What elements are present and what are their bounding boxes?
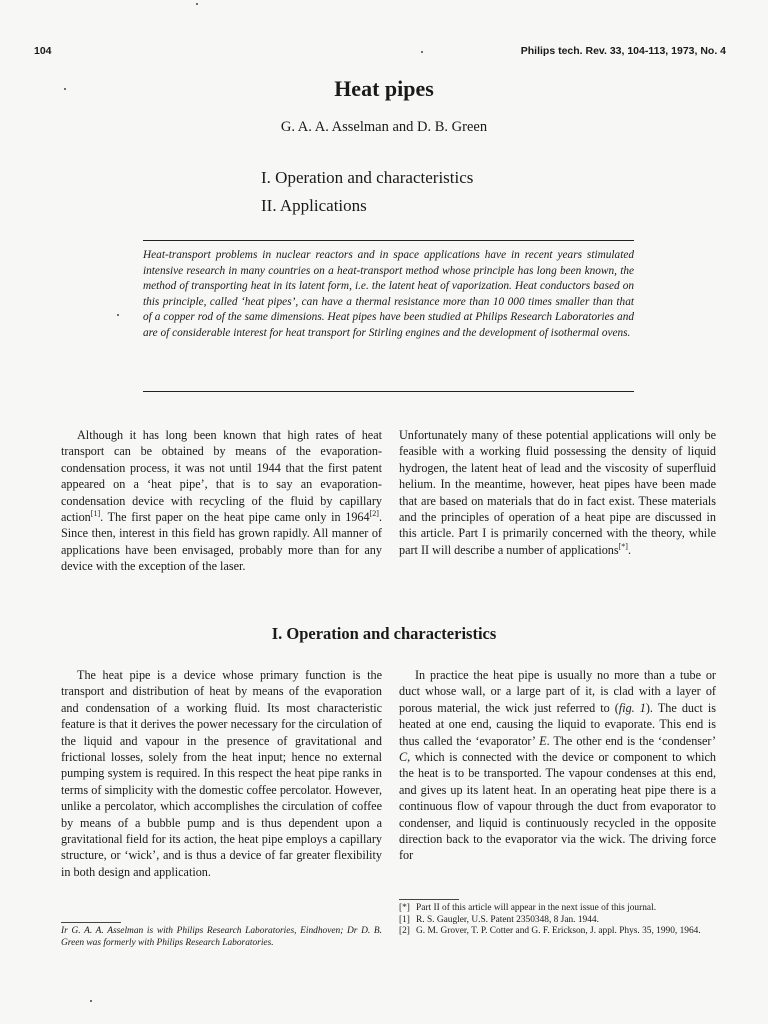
- reference-mark: [*]: [399, 903, 410, 913]
- footnote-rule-right: [399, 899, 459, 900]
- reference-list: [399, 903, 719, 938]
- section-heading: I. Operation and characteristics: [271, 624, 497, 643]
- intro-left-text-a: Although it has long been known that high rates of heat transport can be obtained by means of the evaporation-condensation process, it was not until 1944 that the first patent appeared on a ‘heat pipe’, that is to say an evaporation-condensation device with recycling of the fluid by capillary action: [61, 428, 382, 525]
- intro-right-text-b: .: [627, 542, 632, 557]
- intro-right-column: [399, 427, 716, 558]
- abstract-bottom-rule: [143, 391, 634, 392]
- part-one-title: I. Operation and characteristics: [261, 168, 474, 187]
- abstract: Heat-transport problems in nuclear reactors and in space applications have in recent years stimulated intensive research in many countries on a heat-transport method whose principle has long been known, the method of transporting heat in its latent form, i.e. the latent heat of vaporization. Heat conductors based on this principle, called ‘heat pipes’, can have a thermal resistance more than 10 000 times smaller than that of a copper rod of the same dimensions. Heat pipes have been studied at Philips Research Laboratories and are of considerable interest for heat transport for Stirling engines and the development of isothermal ovens.: [143, 249, 634, 339]
- body-left-column: [61, 667, 382, 880]
- body-right-text-a: In practice the heat pipe is usually no more than a tube or duct whose wall, or a large part of it, is clad with a layer of porous material, the wick just referred to (: [399, 668, 716, 715]
- author-affiliation: Ir G. A. A. Asselman is with Philips Research Laboratories, Eindhoven; Dr D. B. Green was formerly with Philips Research Laboratories.: [61, 926, 382, 948]
- reference-marker-2: [2]: [369, 508, 379, 518]
- reference-text: Part II of this article will appear in the next issue of this journal.: [416, 903, 657, 913]
- scan-speck: [90, 1000, 92, 1002]
- evaporator-symbol: E: [539, 733, 547, 748]
- reference-marker-1: [1]: [90, 508, 101, 518]
- page-number: 104: [34, 45, 52, 57]
- reference-mark: [2]: [399, 926, 410, 937]
- body-right-text-c: . The other end is the ‘condenser’: [546, 733, 717, 748]
- abstract-top-rule: [143, 240, 634, 241]
- figure-reference: fig. 1: [618, 700, 646, 715]
- reference-mark: [1]: [399, 914, 410, 925]
- journal-citation: Philips tech. Rev. 33, 104-113, 1973, No. 4: [520, 45, 726, 57]
- reference-item: [399, 915, 719, 927]
- body-left-paragraph: The heat pipe is a device whose primary function is the transport and distribution of heat by means of the evaporation and condensation of a working fluid. Its most characteristic feature is that it derives the power necessary for the circulation of the liquid and vapour in the presence of gravitational and frictional losses, solely from the heat input; hence no external pumping system is required. In this respect the heat pipe ranks in terms of simplicity with the domestic coffee percolator. However, unlike a percolator, which accomplishes the circulation of coffee by means of a bubble pump and is thus dependent upon a gravitational field for its action, the heat pipe employs a capillary structure, or ‘wick’, and is thus a device of far greater flexibility in both design and application.: [61, 668, 382, 879]
- intro-left-text-b: . The first paper on the heat pipe came only in 1964: [100, 510, 370, 525]
- reference-item: [399, 926, 719, 938]
- body-right-text-d: , which is connected with the device or component to which the heat is to be transported. The vapour condenses at this end, and gives up its latent heat. In an operating heat pipe there is a continuous flow of vapour through the duct from evaporator to condenser, and liquid is continuously recycled in the opposite direction back to the evaporator via the wick. The driving force for: [399, 750, 716, 863]
- article-authors: G. A. A. Asselman and D. B. Green: [280, 119, 488, 135]
- scan-speck: [196, 3, 198, 5]
- scan-speck: [64, 88, 66, 90]
- reference-text: G. M. Grover, T. P. Cotter and G. F. Erickson, J. appl. Phys. 35, 1990, 1964.: [416, 926, 701, 937]
- reference-marker-star: [*]: [618, 541, 628, 551]
- part-two-title: II. Applications: [261, 196, 367, 215]
- body-right-text-b: ). The duct is heated at one end, causing the liquid to evaporate. This end is thus called the ‘evaporator’: [399, 700, 716, 748]
- intro-left-column: [61, 427, 382, 575]
- article-title: Heat pipes: [334, 76, 434, 101]
- reference-text: R. S. Gaugler, U.S. Patent 2350348, 8 Jan. 1944.: [416, 914, 599, 925]
- intro-left-text-c: . Since then, interest in this field has grown rapidly. All manner of applications have been envisaged, probably more than for any device with the exception of the laser.: [61, 510, 382, 574]
- condenser-symbol: C: [399, 750, 408, 765]
- scan-speck: [421, 51, 423, 53]
- scan-speck: [117, 314, 119, 316]
- reference-item: [399, 903, 719, 915]
- body-right-column: [399, 667, 716, 864]
- intro-right-text-a: Unfortunately many of these potential applications will only be feasible with a working fluid possessing the density of liquid hydrogen, the latent heat of lead and the viscosity of superfluid helium. In the meantime, however, heat pipes have been made that are based on materials that do in fact exist. These materials and the principles of operation of a heat pipe are discussed in this article. Part I is primarily concerned with the theory, while part II will describe a number of applications: [399, 428, 716, 557]
- footnote-rule-left: [61, 922, 121, 923]
